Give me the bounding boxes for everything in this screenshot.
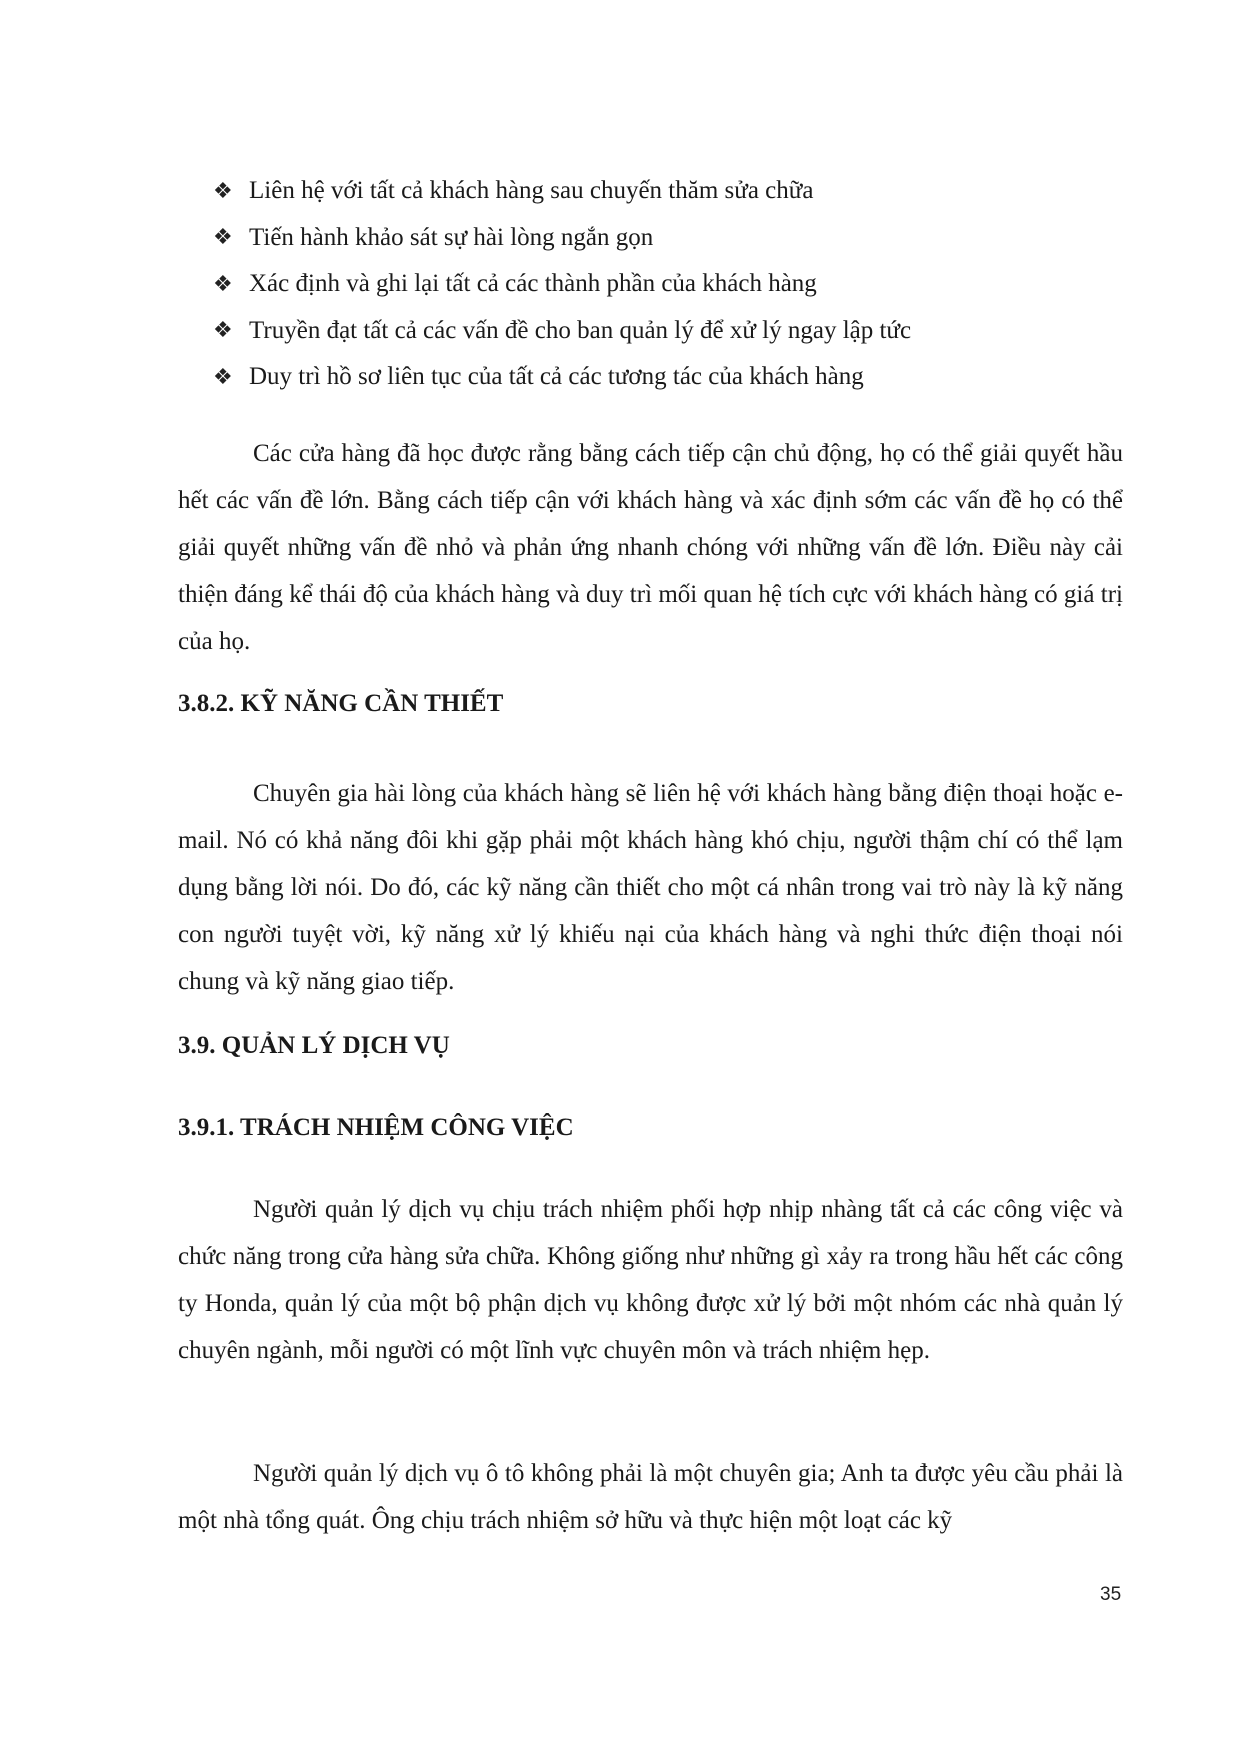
heading-3-8-2: 3.8.2. KỸ NĂNG CẦN THIẾT	[178, 690, 504, 717]
list-item	[213, 354, 1133, 401]
list-item	[213, 215, 1133, 262]
paragraph-proactive-approach: Các cửa hàng đã học được rằng bằng cách tiếp cận chủ động, họ có thể giải quyết hầu hết các vấn đề lớn. Bằng cách tiếp cận với khách hàng và xác định sớm các vấn đề họ có thể giải quyết những vấn đề nhỏ và phản ứng nhanh chóng với những vấn đề lớn. Điều này cải thiện đáng kể thái độ của khách hàng và duy trì mối quan hệ tích cực với khách hàng có giá trị của họ.	[178, 440, 1123, 655]
bullet-text: Tiến hành khảo sát sự hài lòng ngắn gọn	[249, 223, 654, 251]
diamond-bullet-icon: ❖	[213, 178, 233, 204]
bullet-text: Xác định và ghi lại tất cả các thành phần của khách hàng	[249, 270, 817, 298]
heading-3-9: 3.9. QUẢN LÝ DỊCH VỤ	[178, 1032, 450, 1059]
list-item	[213, 168, 1133, 215]
paragraph-generalist: Người quản lý dịch vụ ô tô không phải là một chuyên gia; Anh ta được yêu cầu phải là một nhà tổng quát. Ông chịu trách nhiệm sở hữu và thực hiện một loạt các kỹ	[178, 1460, 1123, 1534]
list-item	[213, 308, 1133, 355]
list-item	[213, 261, 1133, 308]
bullet-text: Liên hệ với tất cả khách hàng sau chuyến thăm sửa chữa	[249, 177, 814, 205]
bullet-list	[213, 168, 1133, 401]
heading-3-9-1: 3.9.1. TRÁCH NHIỆM CÔNG VIỆC	[178, 1114, 574, 1141]
page-number: 35	[1100, 1584, 1122, 1605]
paragraph-required-skills: Chuyên gia hài lòng của khách hàng sẽ liên hệ với khách hàng bằng điện thoại hoặc e-mail. Nó có khả năng đôi khi gặp phải một khách hàng khó chịu, người thậm chí có thể lạm dụng bằng lời nói. Do đó, các kỹ năng cần thiết cho một cá nhân trong vai trò này là kỹ năng con người tuyệt vời, kỹ năng xử lý khiếu nại của khách hàng và nghi thức điện thoại nói chung và kỹ năng giao tiếp.	[178, 780, 1123, 995]
diamond-bullet-icon: ❖	[213, 271, 233, 297]
diamond-bullet-icon: ❖	[213, 364, 233, 390]
bullet-text: Duy trì hồ sơ liên tục của tất cả các tương tác của khách hàng	[249, 363, 864, 391]
diamond-bullet-icon: ❖	[213, 225, 233, 251]
paragraph-service-manager-duties: Người quản lý dịch vụ chịu trách nhiệm phối hợp nhịp nhàng tất cả các công việc và chức năng trong cửa hàng sửa chữa. Không giống như những gì xảy ra trong hầu hết các công ty Honda, quản lý của một bộ phận dịch vụ không được xử lý bởi một nhóm các nhà quản lý chuyên ngành, mỗi người có một lĩnh vực chuyên môn và trách nhiệm hẹp.	[178, 1196, 1123, 1364]
bullet-text: Truyền đạt tất cả các vấn đề cho ban quản lý để xử lý ngay lập tức	[249, 316, 912, 344]
diamond-bullet-icon: ❖	[213, 318, 233, 344]
